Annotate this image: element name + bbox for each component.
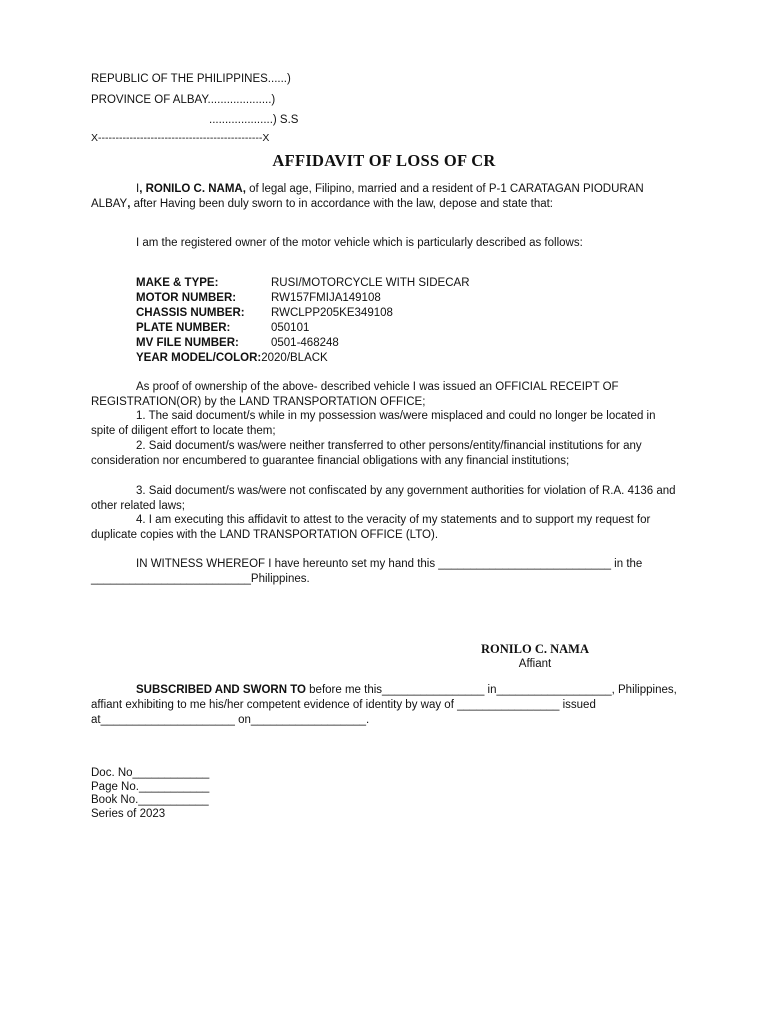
item-text: 2. Said document/s was/were neither transferred to other persons/entity/financial institutions for any consideration nor encumbered to guarantee financial obligations with any financial institutions; [91, 440, 642, 467]
vehicle-value: 2020/BLACK [261, 352, 328, 364]
doc-no: Doc. No____________ [91, 767, 210, 779]
vehicle-value: RWCLPP205KE349108 [271, 307, 393, 319]
vehicle-row-year [136, 351, 470, 366]
vehicle-row-make [136, 276, 470, 291]
item-text: 1. The said document/s while in my possession was/were misplaced and could no longer be located in spite of diligent effort to locate them; [91, 410, 656, 437]
notary-register [91, 766, 209, 820]
signature-name: RONILO C. NAMA [481, 642, 589, 656]
vehicle-label: PLATE NUMBER: [136, 322, 231, 334]
vehicle-label: MAKE & TYPE: [136, 277, 219, 289]
venue-separator: X-----------------------------------------------X [91, 132, 270, 144]
item-text: 4. I am executing this affidavit to attest to the veracity of my statements and to support my request for duplicate copies with the LAND TRANSPORTATION OFFICE (LTO). [91, 514, 651, 541]
item-1 [91, 409, 681, 439]
intro-prefix: I [136, 183, 140, 195]
owner-statement-text: I am the registered owner of the motor vehicle which is particularly described as follows: [136, 237, 583, 249]
item-text: 3. Said document/s was/were not confiscated by any government authorities for violation of R.A. 4136 and other related laws; [91, 485, 676, 512]
jurat-text: before me this________________ in__________________, Philippines, affiant exhibiting to me his/her competent evidence of identity by way of ________________ issued at_____________________ on__________________. [91, 684, 677, 726]
affiant-name-inline: , RONILO C. NAMA, [139, 183, 246, 195]
venue-republic: REPUBLIC OF THE PHILIPPINES......) [91, 73, 291, 85]
book-no: Book No.___________ [91, 794, 209, 806]
item-3 [91, 484, 681, 514]
vehicle-value: 0501-468248 [271, 337, 339, 349]
jurat-bold: SUBSCRIBED AND SWORN TO [136, 684, 306, 696]
proof-text: As proof of ownership of the above- described vehicle I was issued an OFFICIAL RECEIPT OF REGISTRATION(OR) by the LAND TRANSPORTATION OFFICE; [91, 381, 619, 408]
item-4 [91, 513, 681, 543]
vehicle-details [136, 276, 470, 366]
intro-mid: of legal age, Filipino, married and a resident of P-1 CARATAGAN PIODURAN ALBAY [91, 183, 644, 210]
page-no: Page No.___________ [91, 780, 210, 793]
intro-paragraph [91, 182, 681, 212]
vehicle-value: RW157FMIJA149108 [271, 292, 381, 304]
vehicle-label: CHASSIS NUMBER: [136, 307, 245, 319]
vehicle-row-mvfile [136, 336, 470, 351]
venue-ss: ....................) S.S [209, 114, 299, 126]
vehicle-row-chassis [136, 306, 470, 321]
vehicle-label: YEAR MODEL/COLOR: [136, 352, 262, 364]
vehicle-label: MOTOR NUMBER: [136, 292, 237, 304]
item-2 [91, 439, 681, 469]
vehicle-value: RUSI/MOTORCYCLE WITH SIDECAR [271, 277, 470, 289]
vehicle-row-motor [136, 291, 470, 306]
witness-paragraph [91, 557, 681, 587]
witness-text: IN WITNESS WHEREOF I have hereunto set my hand this ___________________________ in the _________________________Philippines. [91, 558, 643, 585]
document-title: AFFIDAVIT OF LOSS OF CR [272, 151, 496, 170]
signature-role: Affiant [518, 658, 552, 670]
intro-rest: after Having been duly sworn to in accordance with the law, depose and state that: [130, 198, 554, 210]
owner-statement [91, 236, 681, 251]
venue-province: PROVINCE OF ALBAY....................) [91, 94, 276, 106]
intro-comma: , [127, 198, 131, 210]
proof-paragraph [91, 380, 681, 410]
vehicle-value: 050101 [271, 322, 310, 334]
series: Series of 2023 [91, 807, 166, 820]
vehicle-label: MV FILE NUMBER: [136, 337, 239, 349]
vehicle-row-plate [136, 321, 470, 336]
jurat-paragraph [91, 683, 681, 728]
